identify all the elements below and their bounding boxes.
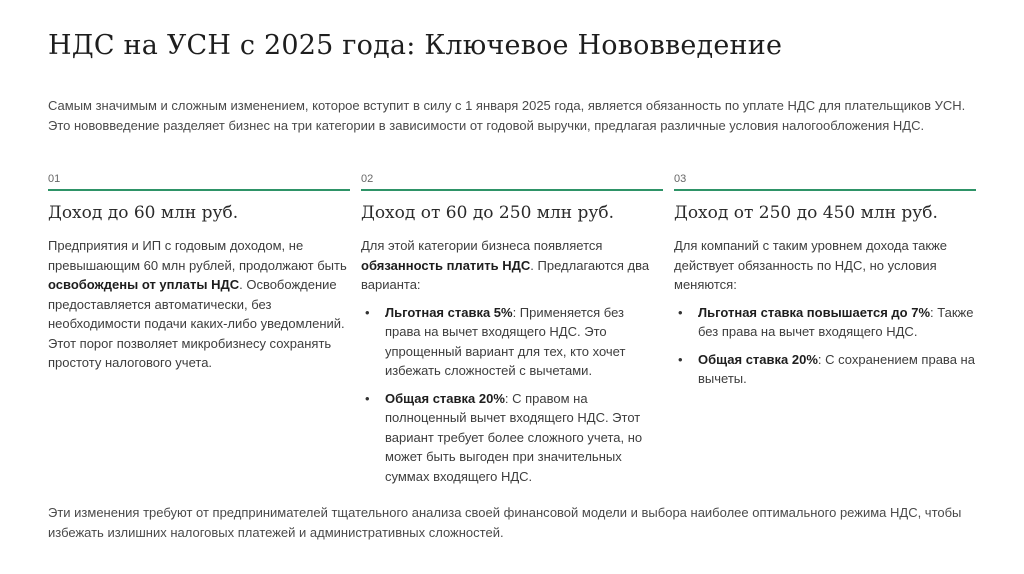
bullet-icon: • [678, 304, 683, 320]
page-title: НДС на УСН с 2025 года: Ключевое Нововведение [48, 30, 783, 61]
category-card-2 [361, 172, 663, 494]
description-text: Для этой категории бизнеса появляется [361, 238, 603, 253]
category-divider [674, 189, 976, 191]
option-text: : С сохранением права на вычеты. [698, 351, 975, 386]
category-divider [361, 189, 663, 191]
bullet-icon: • [678, 351, 683, 367]
category-title: Доход от 250 до 450 млн руб. [674, 203, 938, 223]
category-description: Для компаний с таким уровнем дохода также действует обязанность по НДС, но условия меняются: [674, 238, 947, 292]
option-name: Льготная ставка 5% [385, 304, 513, 320]
option-list [361, 303, 663, 487]
description-text: Предприятия и ИП с годовым доходом, не превышающим 60 млн рублей, продолжают быть [48, 238, 347, 273]
slide [48, 0, 976, 574]
option-name: Общая ставка 20% [385, 390, 505, 406]
intro-paragraph: Самым значимым и сложным изменением, которое вступит в силу с 1 января 2025 года, является обязанность по уплате НДС для плательщиков УСН. Это нововведение разделяет бизнес на три категории в зависимости от годовой выручки, предлагая различные условия налогообложения НДС. [48, 98, 966, 133]
category-description [48, 236, 350, 373]
categories [48, 172, 976, 494]
description-highlight: освобождены от уплаты НДС [48, 277, 240, 292]
option-text: : Применяется без права на вычет входящего НДС. Это упрощенный вариант для тех, кто хочет избежать сложностей с вычетами. [385, 304, 626, 378]
category-card-1 [48, 172, 350, 494]
category-card-3 [674, 172, 976, 494]
category-divider [48, 189, 350, 191]
description-text: . Освобождение предоставляется автоматически, без необходимости подачи каких-либо уведомлений. Этот порог позволяет микробизнесу сохранять простоту налогового учета. [48, 277, 345, 370]
category-number: 01 [48, 173, 61, 185]
list-item [361, 303, 663, 381]
option-text: : Также без права на вычет входящего НДС. [698, 304, 974, 339]
option-name: Общая ставка 20% [698, 351, 818, 367]
category-number: 02 [361, 173, 374, 185]
category-number: 03 [674, 173, 687, 185]
description-text: . Предлагаются два варианта: [361, 257, 650, 292]
category-description [361, 236, 663, 295]
option-text: : С правом на полноценный вычет входящего НДС. Этот вариант требует более сложного учета, но может быть выгоден при значительных суммах входящего НДС. [385, 390, 643, 484]
category-title: Доход от 60 до 250 млн руб. [361, 203, 615, 223]
option-name: Льготная ставка повышается до 7% [698, 304, 931, 320]
list-item [674, 303, 976, 342]
option-list [674, 303, 976, 389]
list-item [674, 350, 976, 389]
bullet-icon: • [365, 304, 370, 320]
description-highlight: обязанность платить НДС [361, 257, 531, 273]
bullet-icon: • [365, 390, 370, 406]
conclusion-paragraph: Эти изменения требуют от предпринимателей тщательного анализа своей финансовой модели и выбора наиболее оптимального режима НДС, чтобы избежать излишних налоговых платежей и административных сложностей. [48, 505, 962, 540]
category-title: Доход до 60 млн руб. [48, 203, 239, 223]
list-item [361, 389, 663, 487]
